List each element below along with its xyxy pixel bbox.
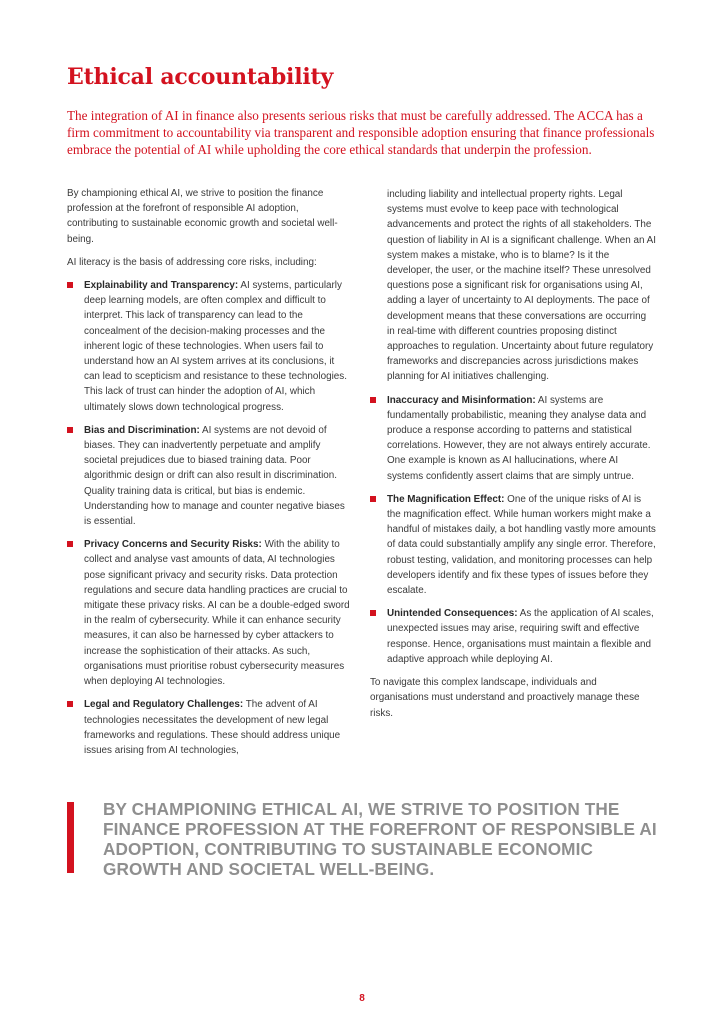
list-item-text: One of the unique risks of AI is the magnification effect. While human workers might make a handful of mistakes daily, a bot handling vastly more amounts of data could substantially amplify any single error. Therefore, robust testing, validation, and monitoring processes can help developers identify and fix these types of issues before they escalate. xyxy=(387,493,656,597)
page-title: Ethical accountability xyxy=(67,64,334,90)
list-item-text: As the application of AI scales, unexpected issues may arise, requiring swift and effective response. Hence, organisations must maintain a flexible and adaptive approach while deploying AI. xyxy=(387,608,654,665)
list-item xyxy=(67,537,350,689)
square-bullet-icon xyxy=(67,282,73,288)
list-item xyxy=(67,423,350,529)
pull-quote-bar xyxy=(67,802,74,873)
body-paragraph: By championing ethical AI, we strive to position the finance profession at the forefront of responsible AI adoption, contributing to sustainable economic growth and societal well-being. xyxy=(67,188,338,245)
list-item-text: AI systems are not devoid of biases. They can inadvertently perpetuate and amplify societal prejudices due to biased training data. Poor algorithmic design or drift can also result in discrimination. Quality training data is critical, but bias is endemic. Understanding how to manage and counter negative biases is essential. xyxy=(84,424,345,528)
list-item-heading: Legal and Regulatory Challenges: xyxy=(84,699,244,711)
list-item-heading: Privacy Concerns and Security Risks: xyxy=(84,539,262,551)
list-item-text: With the ability to collect and analyse vast amounts of data, AI technologies pose significant privacy and security risks. Data protection regulations and secure data handling practices are crucial to mitigate these privacy risks. AI can be a double-edged sword in the realm of cybersecurity. While it can enhance security measures, it can also be harnessed by cyber attackers to increase the sophistication of their attacks. As such, organisations must prioritise robust cybersecurity measures when deploying AI technologies. xyxy=(84,539,350,688)
right-column xyxy=(370,187,656,729)
body-paragraph: To navigate this complex landscape, individuals and organisations must understand and proactively manage these risks. xyxy=(370,677,640,719)
square-bullet-icon xyxy=(370,496,376,502)
list-item-text: AI systems, particularly deep learning models, are often complex and difficult to interpret. This lack of transparency can lead to the concealment of the decision-making processes and the inherent logic of these technologies. When users fail to understand how an AI system arrives at its conclusions, it can lead to scepticism and resistance to these technologies. This lack of trust can hinder the adoption of AI, which ultimately slows down technological progress. xyxy=(84,280,347,413)
list-item-heading: Unintended Consequences: xyxy=(387,608,518,620)
pull-quote: BY CHAMPIONING ETHICAL AI, WE STRIVE TO POSITION THE FINANCE PROFESSION AT THE FOREFRONT OF RESPONSIBLE AI ADOPTION, CONTRIBUTING TO SUSTAINABLE ECONOMIC GROWTH AND SOCIETAL WELL-BEING. xyxy=(103,799,657,879)
body-paragraph: AI literacy is the basis of addressing core risks, including: xyxy=(67,256,317,268)
list-item xyxy=(370,606,656,667)
square-bullet-icon xyxy=(67,701,73,707)
body-paragraph: including liability and intellectual property rights. Legal systems must evolve to keep pace with technological advancements and protect the rights of all stakeholders. The question of liability in AI is a significant challenge. When an AI system makes a mistake, who is to blame? Is it the developer, the user, or the machine itself? These unresolved questions pose a significant risk for organisations using AI, adding a layer of uncertainty to AI deployments. The pace of development means that these conversations are occurring in real-time with different countries proposing distinct approaches to regulation. Uncertainty about future regulatory frameworks and discrepancies across jurisdictions makes planning for AI initiatives challenging. xyxy=(387,189,656,383)
square-bullet-icon xyxy=(370,397,376,403)
page-number: 8 xyxy=(359,993,365,1004)
list-item-heading: Bias and Discrimination: xyxy=(84,424,200,436)
list-item-heading: Inaccuracy and Misinformation: xyxy=(387,394,536,406)
list-item xyxy=(67,697,350,758)
square-bullet-icon xyxy=(370,610,376,616)
list-item xyxy=(370,492,656,598)
list-item xyxy=(370,393,656,484)
list-item-heading: The Magnification Effect: xyxy=(387,493,505,505)
intro-paragraph: The integration of AI in finance also presents serious risks that must be carefully addressed. The ACCA has a firm commitment to accountability via transparent and responsible adoption ensuring that finance professionals embrace the potential of AI while upholding the core ethical standards that underpin the profession. xyxy=(67,108,655,157)
left-column xyxy=(67,186,350,766)
list-item-text: The advent of AI technologies necessitates the development of new legal frameworks and regulations. These should address unique issues arising from AI technologies, xyxy=(84,699,341,756)
square-bullet-icon xyxy=(67,541,73,547)
list-item xyxy=(67,278,350,415)
square-bullet-icon xyxy=(67,427,73,433)
list-item-heading: Explainability and Transparency: xyxy=(84,280,239,292)
list-item-text: AI systems are fundamentally probabilistic, meaning they analyse data and produce a response according to patterns and statistical correlations. However, they are not always entirely accurate. One example is known as AI hallucinations, where AI systems confidently assert claims that are simply untrue. xyxy=(387,394,651,482)
